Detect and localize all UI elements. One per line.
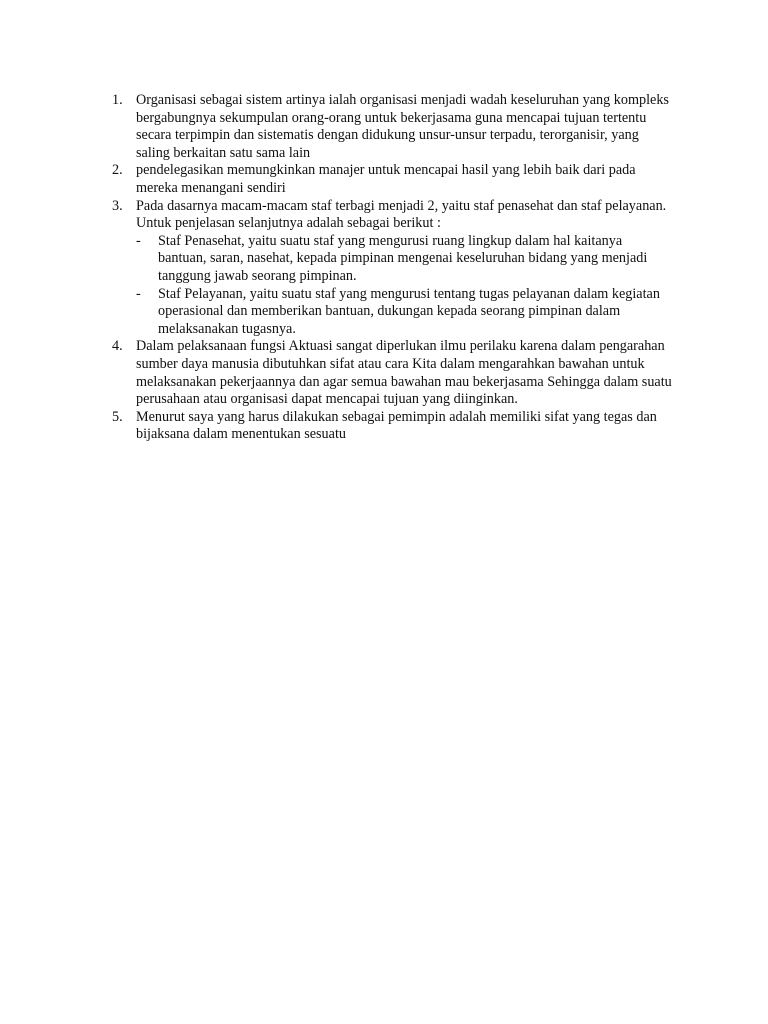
list-item: [112, 409, 672, 444]
dash-marker: -: [136, 232, 141, 249]
list-item: [112, 162, 672, 197]
dash-marker: -: [136, 285, 141, 302]
list-item-text: Dalam pelaksanaan fungsi Aktuasi sangat diperlukan ilmu perilaku karena dalam pengarahan sumber daya manusia dibutuhkan sifat atau cara Kita dalam mengarahkan bawahan untuk melaksanakan pekerjaannya dan agar semua bawahan mau bekerjasama Sehingga dalam suatu perusahaan atau organisasi dapat mencapai tujuan yang diinginkan.: [136, 338, 672, 408]
sublist-item: [136, 286, 672, 339]
list-item-number: 4.: [112, 338, 123, 355]
document-body: [112, 92, 672, 444]
list-item-text: Pada dasarnya macam-macam staf terbagi menjadi 2, yaitu staf penasehat dan staf pelayanan. Untuk penjelasan selanjutnya adalah sebagai berikut :: [136, 197, 667, 232]
numbered-list: [112, 92, 672, 444]
sublist-item-text: Staf Pelayanan, yaitu suatu staf yang mengurusi tentang tugas pelayanan dalam kegiatan operasional dan memberikan bantuan, dukungan kepada seorang pimpinan dalam melaksanakan tugasnya.: [158, 285, 660, 337]
list-item-text: pendelegasikan memungkinkan manajer untuk mencapai hasil yang lebih baik dari pada mereka menangani sendiri: [136, 162, 636, 196]
list-item-number: 5.: [112, 408, 123, 425]
sublist-item-text: Staf Penasehat, yaitu suatu staf yang mengurusi ruang lingkup dalam hal kaitanya bantuan, saran, nasehat, kepada pimpinan mengenai keseluruhan bidang yang menjadi tanggung jawab seorang pimpinan.: [158, 232, 648, 284]
list-item-number: 1.: [112, 92, 123, 108]
sublist-item: [136, 233, 672, 286]
list-item: [112, 198, 672, 339]
list-item-number: 2.: [112, 162, 123, 179]
list-item: [112, 92, 672, 162]
list-item: [112, 338, 672, 408]
bullet-sublist: [136, 233, 672, 339]
list-item-number: 3.: [112, 197, 123, 214]
list-item-text: Organisasi sebagai sistem artinya ialah organisasi menjadi wadah keseluruhan yang kompleks bergabungnya sekumpulan orang-orang untuk bekerjasama guna mencapai tujuan tertentu secara terpimpin dan sistematis dengan didukung unsur-unsur terpadu, terorganisir, yang saling berkaitan satu sama lain: [136, 92, 669, 161]
list-item-text: Menurut saya yang harus dilakukan sebagai pemimpin adalah memiliki sifat yang tegas dan bijaksana dalam menentukan sesuatu: [136, 408, 657, 443]
